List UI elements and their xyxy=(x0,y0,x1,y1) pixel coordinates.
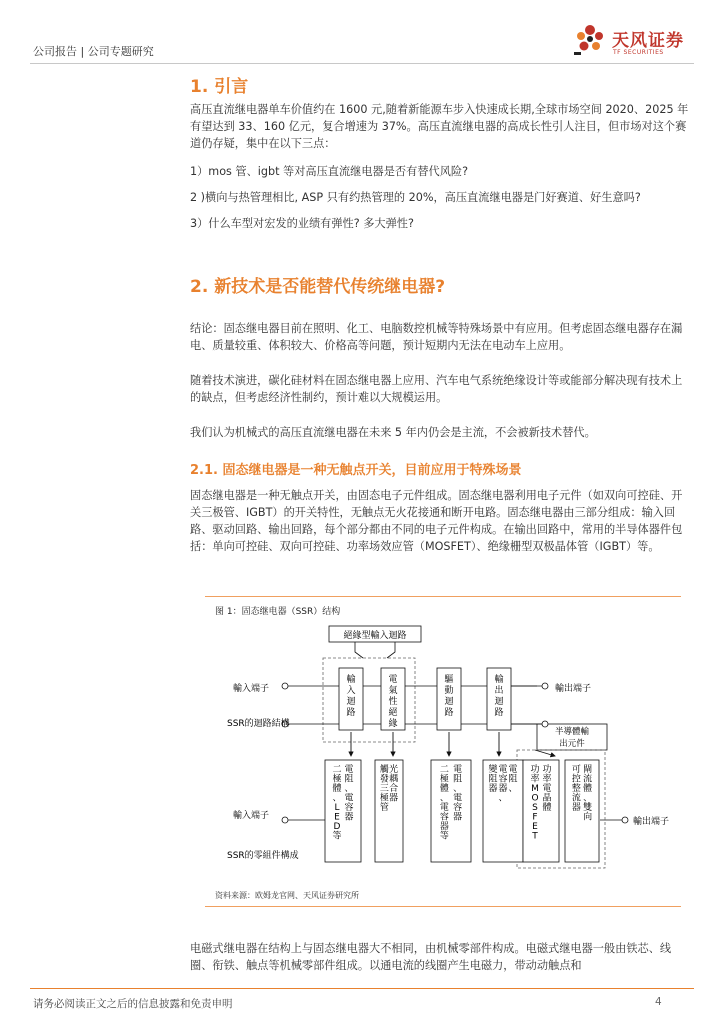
component-block-5 xyxy=(523,760,559,862)
page-number: 4 xyxy=(655,996,662,1008)
section-1-question-1: 1）mos 管、igbt 等对高压直流继电器是否有替代风险? xyxy=(190,165,469,178)
circuit-block-label-2: 電氣性絕緣 xyxy=(388,675,398,729)
footer-divider xyxy=(30,988,694,989)
figure-title: 图 1：固态继电器（SSR）结构 xyxy=(215,607,341,617)
ssr-structure-diagram xyxy=(205,618,681,882)
figure-bottom-rule xyxy=(205,906,681,907)
section-2-title: 2. 新技术是否能替代传统继电器? xyxy=(190,277,446,297)
semiconductor-label-2: 出元件 xyxy=(559,739,585,749)
circuit-block-label-3: 驅動迴路 xyxy=(444,675,454,718)
component-label-1-2: 二極體、 L E D 等 xyxy=(332,765,342,842)
component-label-4-3: 變阻器 xyxy=(488,765,498,794)
section-1-question-2: 2 )横向与热管理相比, ASP 只有约热管理的 20%，高压直流继电器是门好赛道、好生意吗? xyxy=(190,191,641,204)
arrow-5 xyxy=(535,750,555,756)
component-label-6-1: 閘流體、雙向 xyxy=(583,765,593,823)
component-block-1 xyxy=(325,760,361,862)
section-1-question-3: 3）什么车型对宏发的业绩有弹性? 多大弹性? xyxy=(190,217,414,230)
component-label-2-2: 觸發三極管 xyxy=(379,765,389,813)
component-label-2-1: 光耦合器 xyxy=(389,765,399,804)
component-label-6-2: 可控整流器 xyxy=(571,765,581,813)
section-2-paragraph-1: 结论：固态继电器目前在照明、化工、电脑数控机械等特殊场景中有应用。但考虑固态继电器存在漏电、质量较重、体积较大、价格高等问题，预计短期内无法在电动车上应用。 xyxy=(190,322,683,352)
section-2-1-paragraph: 固态继电器是一种无触点开关，由固态电子元件组成。固态继电器利用电子元件（如双向可控硅、开关三极管、IGBT）的开关特性，无触点无火花接通和断开电路。固态继电器由三部分组成：输入回路、驱动回路、输出回路，每个部分都由不同的电子元件构成。在输出回路中，常用的半导体器件包括：单向可控硅、双向可控硅、功率场效应管（MOSFET）、绝缘栅型双极晶体管（IGBT）等。 xyxy=(190,489,683,553)
section-2-paragraph-2: 随着技术演进，碳化硅材料在固态继电器上应用、汽车电气系统绝缘设计等或能部分解决现有技术上的缺点，但考虑经济性制约，预计难以大规模运用。 xyxy=(190,374,683,404)
component-block-6 xyxy=(565,760,599,862)
figure-top-rule xyxy=(205,596,681,597)
component-label-4-1: 電阻、 xyxy=(508,765,518,794)
component-label-4-2: 電容器、 xyxy=(498,765,508,804)
header-breadcrumb: 公司报告 | 公司专题研究 xyxy=(33,45,154,58)
header-divider xyxy=(30,63,694,64)
circuit-block-label-1: 輸入迴路 xyxy=(346,675,356,718)
component-block-3 xyxy=(431,760,471,862)
input-terminal-label-bottom: 輸入端子 xyxy=(233,811,270,821)
flower-icon xyxy=(574,25,603,55)
component-label-5-1: 功率電晶體 xyxy=(542,765,552,813)
section-1-intro: 高压直流继电器单车价值约在 1600 元,随着新能源车步入快速成长期,全球市场空间 2020、2025 年有望达到 33、160 亿元，复合增速为 37%。高压直流继电器的高成长性引人注目，但市场对这个赛道仍存疑，集中在以下三点： xyxy=(190,103,689,150)
component-label-5-2: 功率 M O S F E T xyxy=(530,765,540,842)
component-label-3-1: 電阻、電容器 xyxy=(453,765,463,823)
figure-source: 资料来源：欧姆龙官网、天风证券研究所 xyxy=(215,891,359,900)
logo-text-cn: 天风证券 xyxy=(612,31,684,51)
circuit-structure-caption: SSR的迴路結構 xyxy=(227,719,290,729)
component-label-3-2: 二極體、電容器等 xyxy=(439,765,449,842)
circuit-block-label-4: 輸出迴路 xyxy=(494,675,504,718)
component-label-1-1: 電阻、電容器 xyxy=(344,765,354,823)
semiconductor-label-1: 半導體輸 xyxy=(554,727,590,737)
logo-text-en: TF SECURITIES xyxy=(613,49,664,56)
section-2-1-title: 2.1. 固态继电器是一种无触点开关，目前应用于特殊场景 xyxy=(190,463,522,478)
output-terminal-label-top: 輸出端子 xyxy=(555,684,592,694)
section-1-title: 1. 引言 xyxy=(190,77,249,97)
tail-paragraph: 电磁式继电器在结构上与固态继电器大不相同，由机械零部件构成。电磁式继电器一般由铁芯、线圈、衔铁、触点等机械零部件组成。以通电流的线圈产生电磁力，带动动触点和 xyxy=(190,942,672,972)
footer-disclaimer: 请务必阅读正文之后的信息披露和免责申明 xyxy=(33,998,233,1010)
output-terminal-label-bottom: 輸出端子 xyxy=(633,817,670,827)
insulated-input-label: 絕緣型輸入迴路 xyxy=(343,631,407,641)
input-terminal-label-top: 輸入端子 xyxy=(233,684,270,694)
section-2-paragraph-3: 我们认为机械式的高压直流继电器在未来 5 年内仍会是主流，不会被新技术替代。 xyxy=(190,426,596,439)
parts-caption: SSR的零組件構成 xyxy=(227,851,299,861)
